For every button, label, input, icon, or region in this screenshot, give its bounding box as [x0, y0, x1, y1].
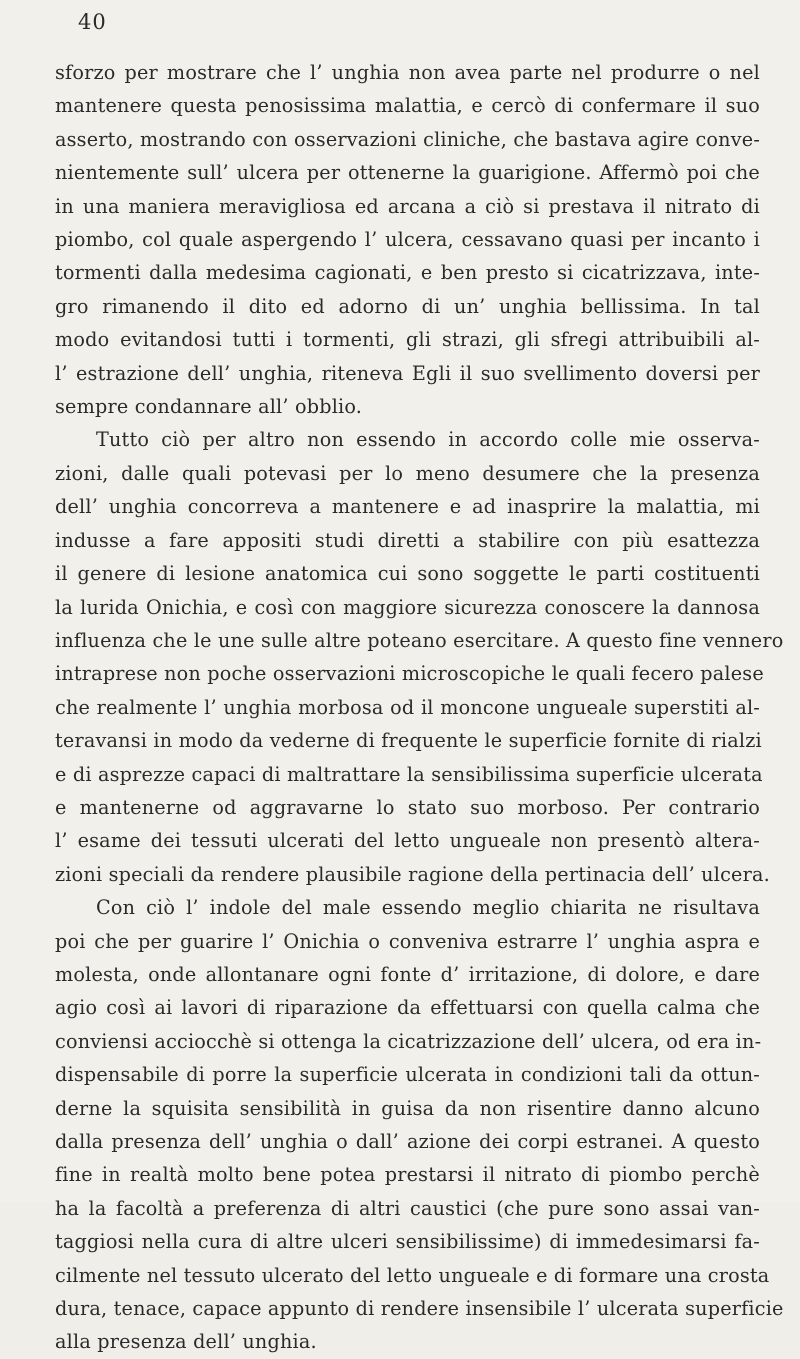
text-line: dispensabile di porre la superficie ulcerata in condizioni tali da ottun- [55, 1063, 760, 1087]
paragraph [55, 423, 784, 891]
text-line: sforzo per mostrare che l’ unghia non avea parte nel produrre o nel [55, 61, 760, 84]
text-line: Con ciò l’ indole del male essendo meglio chiarita ne risultava [96, 896, 760, 920]
text-line: la lurida Onichia, e così con maggiore sicurezza conoscere la dannosa [55, 595, 760, 619]
text-line: zioni, dalle quali potevasi per lo meno desumere che la presenza [55, 461, 760, 485]
text-line: taggiosi nella cura di altre ulceri sensibilissime) di immedesimarsi fa- [55, 1230, 760, 1254]
text-line: molesta, onde allontanare ogni fonte d’ irritazione, di dolore, e dare [55, 962, 760, 986]
text-line: dura, tenace, capace appunto di rendere insensibile l’ ulcerata superficie [55, 1297, 784, 1321]
text-line: ha la facoltà a preferenza di altri caustici (che pure sono assai van- [55, 1196, 760, 1220]
text-line: tormenti dalla medesima cagionati, e ben presto si cicatrizzava, inte- [55, 261, 760, 285]
text-line: zioni speciali da rendere plausibile ragione della pertinacia dell’ ulcera. [55, 862, 770, 886]
paragraph [55, 56, 760, 423]
text-line: mantenere questa penosissima malattia, e cercò di confermare il suo [55, 94, 760, 118]
text-line: teravansi in modo da vederne di frequente le superficie fornite di rialzi [55, 729, 762, 753]
text-line: derne la squisita sensibilità in guisa da non risentire danno alcuno [55, 1096, 760, 1120]
text-line: il genere di lesione anatomica cui sono soggette le parti costituenti [55, 562, 760, 586]
page-number: 40 [78, 10, 107, 34]
text-line: dalla presenza dell’ unghia o dall’ azione dei corpi estranei. A questo [55, 1130, 760, 1153]
text-line: indusse a fare appositi studi diretti a stabilire con più esattezza [55, 528, 760, 552]
text-line: fine in realtà molto bene potea prestarsi il nitrato di piombo perchè [55, 1163, 760, 1187]
text-line: agio così ai lavori di riparazione da effettuarsi con quella calma che [55, 996, 760, 1020]
paragraph [55, 891, 784, 1359]
text-line: cilmente nel tessuto ulcerato del letto ungueale e di formare una crosta [55, 1263, 770, 1287]
text-line: in una maniera meravigliosa ed arcana a ciò si prestava il nitrato di [55, 194, 760, 218]
text-line: asserto, mostrando con osservazioni cliniche, che bastava agire conve- [55, 127, 760, 151]
text-line: influenza che le une sulle altre poteano esercitare. A questo fine vennero [55, 628, 784, 652]
text-line: Tutto ciò per altro non essendo in accordo colle mie osserva- [96, 428, 760, 452]
text-line: piombo, col quale aspergendo l’ ulcera, cessavano quasi per incanto i [55, 228, 760, 252]
text-line: conviensi acciocchè si ottenga la cicatrizzazione dell’ ulcera, od era in- [55, 1029, 762, 1053]
text-line: l’ estrazione dell’ unghia, riteneva Egli il suo svellimento doversi per [55, 361, 760, 385]
body-text [55, 56, 784, 1359]
text-line: poi che per guarire l’ Onichia o conveniva estrarre l’ unghia aspra e [55, 929, 760, 953]
text-line: nientemente sull’ ulcera per ottenerne la guarigione. Affermò poi che [55, 161, 760, 185]
text-line: modo evitandosi tutti i tormenti, gli strazi, gli sfregi attribuibili al- [55, 328, 760, 352]
text-line: alla presenza dell’ unghia. [55, 1330, 317, 1354]
text-line: e di asprezze capaci di maltrattare la sensibilissima superficie ulcerata [55, 762, 763, 786]
text-line: sempre condannare all’ obblio. [55, 395, 363, 419]
text-line: che realmente l’ unghia morbosa od il moncone ungueale superstiti al- [55, 695, 760, 719]
text-line: dell’ unghia concorreva a mantenere e ad inasprire la malattia, mi [55, 495, 760, 519]
text-line: l’ esame dei tessuti ulcerati del letto ungueale non presentò altera- [55, 829, 760, 853]
text-line: intraprese non poche osservazioni microscopiche le quali fecero palese [55, 662, 764, 686]
text-line: e mantenerne od aggravarne lo stato suo morboso. Per contrario [55, 795, 760, 819]
text-line: gro rimanendo il dito ed adorno di un’ unghia bellissima. In tal [55, 294, 760, 318]
